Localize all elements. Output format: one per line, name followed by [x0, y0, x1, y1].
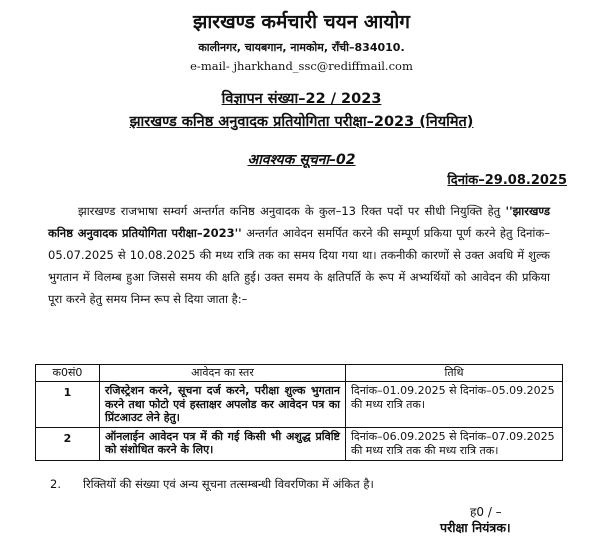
body-intro: झारखण्ड राजभाषा सम्वर्ग अन्तर्गत कनिष्ठ अनुवादक के कुल–13 रिक्त पदों पर सीधी नियुक्ति हेतु — [78, 204, 506, 218]
row-date: दिनांक–06.09.2025 से दिनांक–07.09.2025 की मध्य रात्रि तक की मध्य रात्रि तक। — [346, 427, 563, 460]
exam-name: झारखण्ड कनिष्ठ अनुवादक प्रतियोगिता परीक्षा–2023 (नियमित) — [129, 114, 474, 130]
organization-address: कालीनगर, चायबगान, नामकोम, राँची–834010. — [198, 41, 405, 54]
header-stage: आवेदन का स्तर — [100, 365, 346, 382]
header-serial: क0सं0 — [36, 365, 100, 382]
notice-body-paragraph — [48, 200, 550, 310]
notice-date: दिनांक–29.08.2025 — [447, 173, 567, 188]
body-rest: अन्तर्गत आवेदन समर्पित करने की सम्पूर्ण प्रकिया पूर्ण करने हेतु दिनांक–05.07.2025 से 10.08.2025 की मध्य रात्रि तक का समय दिया गया था। तकनीकी कारणों से उक्त अवधि में शुल्क भुगतान में विलम्ब हुआ जिससे समय की क्षति हुई। उक्त समय के क्षतिपर्ति के रूप में अभ्यर्थियों को आवेदन की प्रकिया पूरा करने हेतु समय निम्न रूप से दिया जाता है:– — [48, 226, 550, 306]
row-stage: ऑनलाईन आवेदन पत्र में की गई किसी भी अशुद्ध प्रविष्टि को संशोधित करने के लिए। — [100, 427, 346, 460]
signatory-designation: परीक्षा नियंत्रक। — [440, 520, 511, 535]
note-2-number: 2. — [50, 477, 61, 491]
organization-email: e-mail- jharkhand_ssc@rediffmail.com — [190, 59, 413, 73]
signature-mark: ह0 / – — [470, 505, 502, 519]
note-2 — [50, 477, 374, 492]
advertisement-number: विज्ञापन संख्या–22 / 2023 — [221, 91, 382, 107]
organization-name: झारखण्ड कर्मचारी चयन आयोग — [193, 11, 410, 33]
body-exam-quote: ''झारखण्ड कनिष्ठ अनुवादक प्रतियोगिता परीक्षा–2023'' — [48, 204, 550, 240]
row-serial: 1 — [36, 382, 100, 428]
table-header-row — [36, 365, 563, 382]
table-row — [36, 427, 563, 460]
header-date: तिथि — [346, 365, 563, 382]
note-2-text: रिक्तियों की संख्या एवं अन्य सूचना तत्सम्बन्धी विवरणिका में अंकित है। — [83, 477, 374, 491]
row-serial: 2 — [36, 427, 100, 460]
row-stage: रजिस्ट्रेशन करने, सूचना दर्ज करने, परीक्षा शुल्क भुगतान करने तथा फोटो एवं हस्ताक्षर अपलोड कर आवेदन पत्र का प्रिंटआउट लेने हेतु। — [100, 382, 346, 428]
notice-title: आवश्यक सूचना–02 — [247, 152, 356, 168]
schedule-table — [35, 364, 563, 461]
row-date: दिनांक–01.09.2025 से दिनांक–05.09.2025 की मध्य रात्रि तक। — [346, 382, 563, 428]
table-row — [36, 382, 563, 428]
